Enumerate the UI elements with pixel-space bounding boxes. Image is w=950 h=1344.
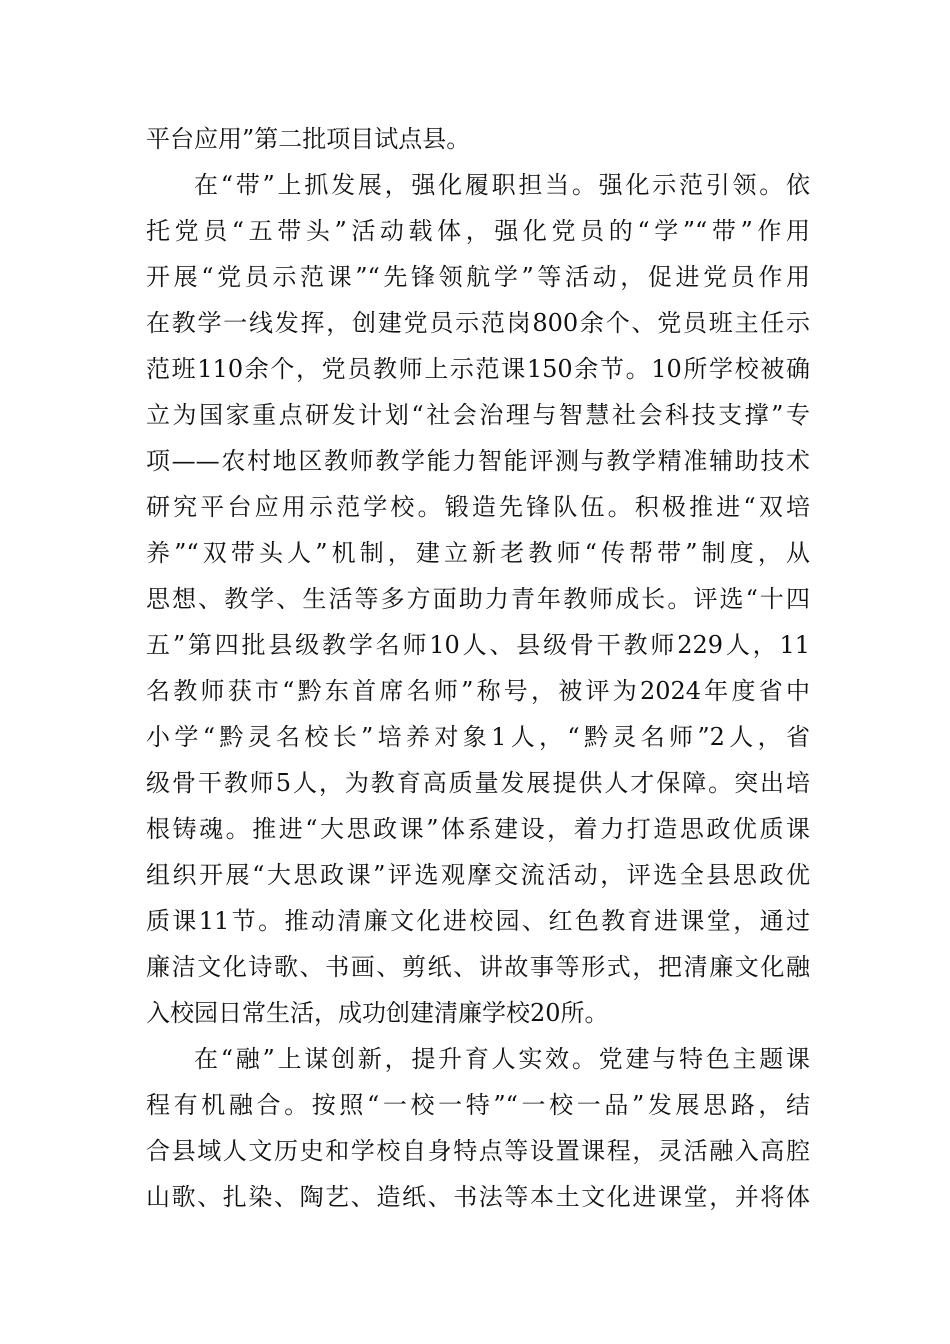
paragraph-first-line: 在“融”上谋创新，提升育人实效。党建与特色主题课 [194, 1045, 810, 1073]
text-line: 在教学一线发挥，创建党员示范岗800余个、党员班主任示 [146, 309, 810, 337]
text-line: 五”第四批县级教学名师10人、县级骨干教师229人，11 [146, 631, 810, 659]
text-line: 立为国家重点研发计划“社会治理与智慧社会科技支撑”专 [146, 401, 810, 429]
text-line: 平台应用”第二批项目试点县。 [146, 125, 471, 153]
text-line: 入校园日常生活，成功创建清廉学校20所。 [146, 999, 609, 1027]
text-line: 养”“双带头人”机制，建立新老教师“传帮带”制度，从 [146, 539, 810, 567]
text-line: 名教师获市“黔东首席名师”称号，被评为2024年度省中 [146, 677, 810, 705]
text-line: 托党员“五带头”活动载体，强化党员的“学”“带”作用 [146, 217, 810, 245]
text-line: 合县域人文历史和学校自身特点等设置课程，灵活融入高腔 [146, 1137, 810, 1165]
text-line: 小学“黔灵名校长”培养对象1人，“黔灵名师”2人，省 [146, 723, 810, 751]
text-line: 组织开展“大思政课”评选观摩交流活动，评选全县思政优 [146, 861, 810, 889]
text-line: 程有机融合。按照“一校一特”“一校一品”发展思路，结 [146, 1091, 810, 1119]
text-line: 项——农村地区教师教学能力智能评测与教学精准辅助技术 [146, 447, 810, 475]
text-line: 研究平台应用示范学校。锻造先锋队伍。积极推进“双培 [146, 493, 810, 521]
text-line: 山歌、扎染、陶艺、造纸、书法等本土文化进课堂，并将体 [146, 1183, 810, 1211]
text-line: 廉洁文化诗歌、书画、剪纸、讲故事等形式，把清廉文化融 [146, 953, 810, 981]
paragraph-first-line: 在“带”上抓发展，强化履职担当。强化示范引领。依 [194, 171, 810, 199]
text-line: 范班110余个，党员教师上示范课150余节。10所学校被确 [146, 355, 810, 383]
body-text [146, 116, 810, 1220]
text-line: 质课11节。推动清廉文化进校园、红色教育进课堂，通过 [146, 907, 810, 935]
text-line: 根铸魂。推进“大思政课”体系建设，着力打造思政优质课 [146, 815, 810, 843]
text-line: 开展“党员示范课”“先锋领航学”等活动，促进党员作用 [146, 263, 810, 291]
text-line: 思想、教学、生活等多方面助力青年教师成长。评选“十四 [146, 585, 810, 613]
text-line: 级骨干教师5人，为教育高质量发展提供人才保障。突出培 [146, 769, 810, 797]
